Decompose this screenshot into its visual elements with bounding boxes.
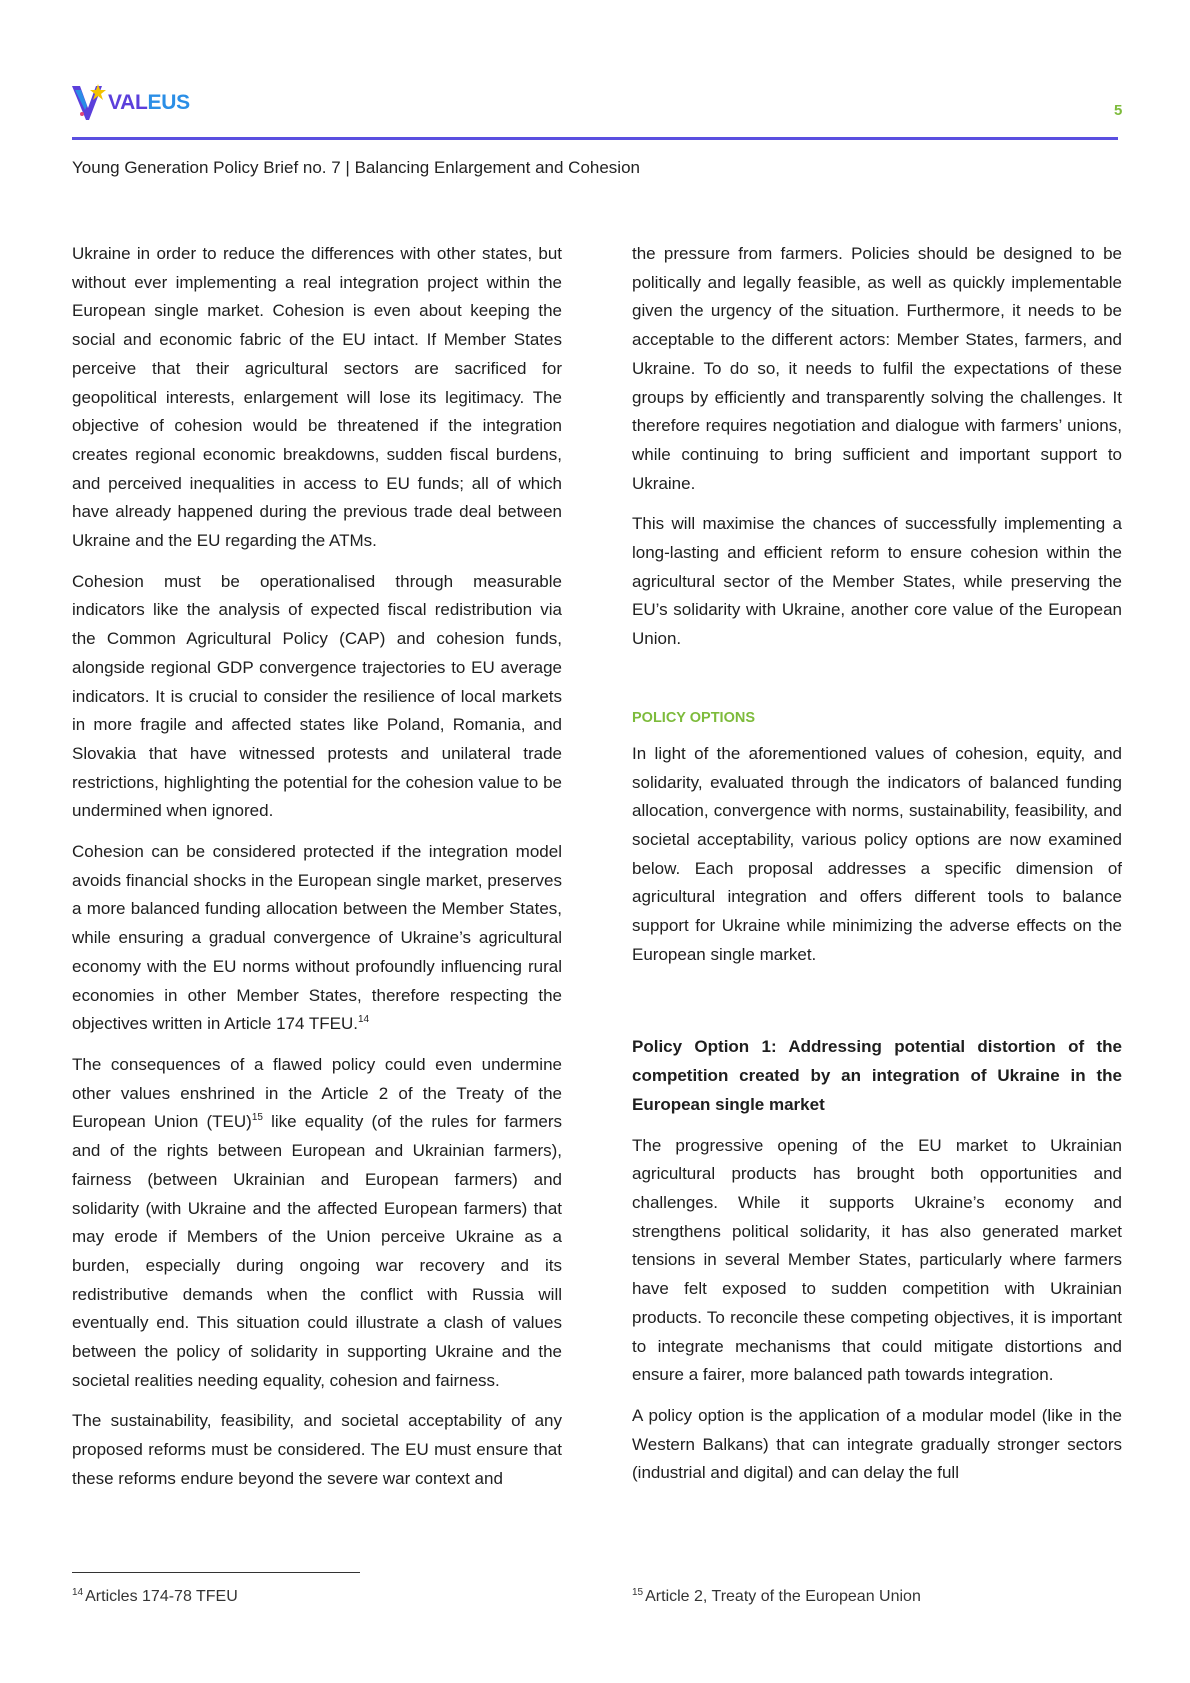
right-paragraph-2: This will maximise the chances of successfully implementing a long-lasting and efficient reform to ensure cohesion within the agricultural sector of the Member States, while preserving the EU’s solidarity with Ukraine, another core value of the European Union. [632,514,1122,649]
left-column [72,240,562,1506]
page-number: 5 [1114,102,1123,119]
left-paragraph-4-text-a: The consequences of a flawed policy could even undermine other values enshrined in the Article 2 of the Treaty of the European Union (TEU) [72,1054,562,1132]
right-paragraph-5: A policy option is the application of a modular model (like in the Western Balkans) that can integrate gradually stronger sectors (industrial and digital) and can delay the full [632,1405,1122,1483]
footnote-14 [72,1588,238,1606]
logo-wordmark-eus: EUS [147,91,190,114]
footnote-15 [632,1588,921,1606]
footnote-15-number: 15 [632,1587,644,1598]
policy-option-1-heading: Policy Option 1: Addressing potential distortion of the competition created by an integration of Ukraine in the European single market [632,1037,1122,1114]
footnote-divider [72,1572,360,1573]
left-paragraph-4 [72,1051,562,1395]
footnote-ref-15[interactable]: 15 [251,1112,263,1124]
right-paragraph-1: the pressure from farmers. Policies should be designed to be politically and legally feasible, as well as quickly implementable given the urgency of the situation. Furthermore, it needs to be acceptable to the different actors: Member States, farmers, and Ukraine. To do so, it needs to fulfil the expectations of these groups by efficiently and transparently solving the challenges. It therefore requires negotiation and dialogue with farmers’ unions, while continuing to bring sufficient and important support to Ukraine. [632,244,1122,493]
footnote-14-number: 14 [72,1587,84,1598]
left-paragraph-2: Cohesion must be operationalised through measurable indicators like the analysis of expected fiscal redistribution via the Common Agricultural Policy (CAP) and cohesion funds, alongside regional GDP convergence trajectories to EU average indicators. It is crucial to consider the resilience of local markets in more fragile and affected states like Poland, Romania, and Slovakia that have witnessed protests and unilateral trade restrictions, highlighting the potential for the cohesion value to be undermined when ignored. [72,571,562,821]
left-paragraph-3-text: Cohesion can be considered protected if the integration model avoids financial shocks in the European single market, preserves a more balanced funding allocation between the Member States, while ensuring a gradual convergence of Ukraine’s agricultural economy with the EU norms without profoundly influencing rural economies in other Member States, therefore respecting the objectives written in Article 174 TFEU. [72,842,562,1034]
logo-wordmark-val: VAL [108,91,148,114]
footnote-15-text: Article 2, Treaty of the European Union [645,1588,921,1605]
footnote-14-text: Articles 174-78 TFEU [85,1588,238,1605]
header-divider [72,137,1118,140]
left-paragraph-5: The sustainability, feasibility, and societal acceptability of any proposed reforms must be considered. The EU must ensure that these reforms endure beyond the severe war context and [72,1411,562,1488]
right-column [632,240,1122,1500]
left-paragraph-3 [72,838,562,1039]
footnote-ref-14[interactable]: 14 [357,1014,370,1026]
right-paragraph-3: In light of the aforementioned values of cohesion, equity, and solidarity, evaluated through the indicators of balanced funding allocation, convergence with norms, sustainability, feasibility, and societal acceptability, various policy options are now examined below. Each proposal addresses a specific dimension of agricultural integration and offers different tools to balance support for Ukraine while minimizing the adverse effects on the European single market. [632,743,1122,964]
running-title: Young Generation Policy Brief no. 7 | Balancing Enlargement and Cohesion [72,158,640,177]
section-heading-policy-options: POLICY OPTIONS [632,709,756,726]
logo-wordmark [108,91,190,115]
valeus-logo [72,84,190,122]
left-paragraph-4-text-b: like equality (of the rules for farmers and of the rights between European and Ukrainian farmers), fairness (between Ukrainian and European farmers) and solidarity (with Ukraine and the affected European farmers) that may erode if Members of the Union perceive Ukraine as a burden, especially during ongoing war recovery and its redistributive demands when the conflict with Russia will eventually end. This situation could illustrate a clash of values between the policy of solidarity in supporting Ukraine and the societal realities needing equality, cohesion and fairness. [72,1112,562,1390]
right-paragraph-4: The progressive opening of the EU market to Ukrainian agricultural products has brought both opportunities and challenges. While it supports Ukraine’s economy and strengthens political solidarity, it has also generated market tensions in several Member States, particularly where farmers have felt exposed to sudden competition with Ukrainian products. To reconcile these competing objectives, it is important to integrate mechanisms that could mitigate distortions and ensure a fairer, more balanced path towards integration. [632,1135,1122,1385]
valeus-v-logo-icon [72,84,106,122]
left-paragraph-1: Ukraine in order to reduce the differences with other states, but without ever implementing a real integration project within the European single market. Cohesion is even about keeping the social and economic fabric of the EU intact. If Member States perceive that their agricultural sectors are sacrificed for geopolitical interests, enlargement will lose its legitimacy. The objective of cohesion would be threatened if the integration creates regional economic breakdowns, sudden fiscal burdens, and perceived inequalities in access to EU funds; all of which have already happened during the previous trade deal between Ukraine and the EU regarding the ATMs. [72,244,562,551]
